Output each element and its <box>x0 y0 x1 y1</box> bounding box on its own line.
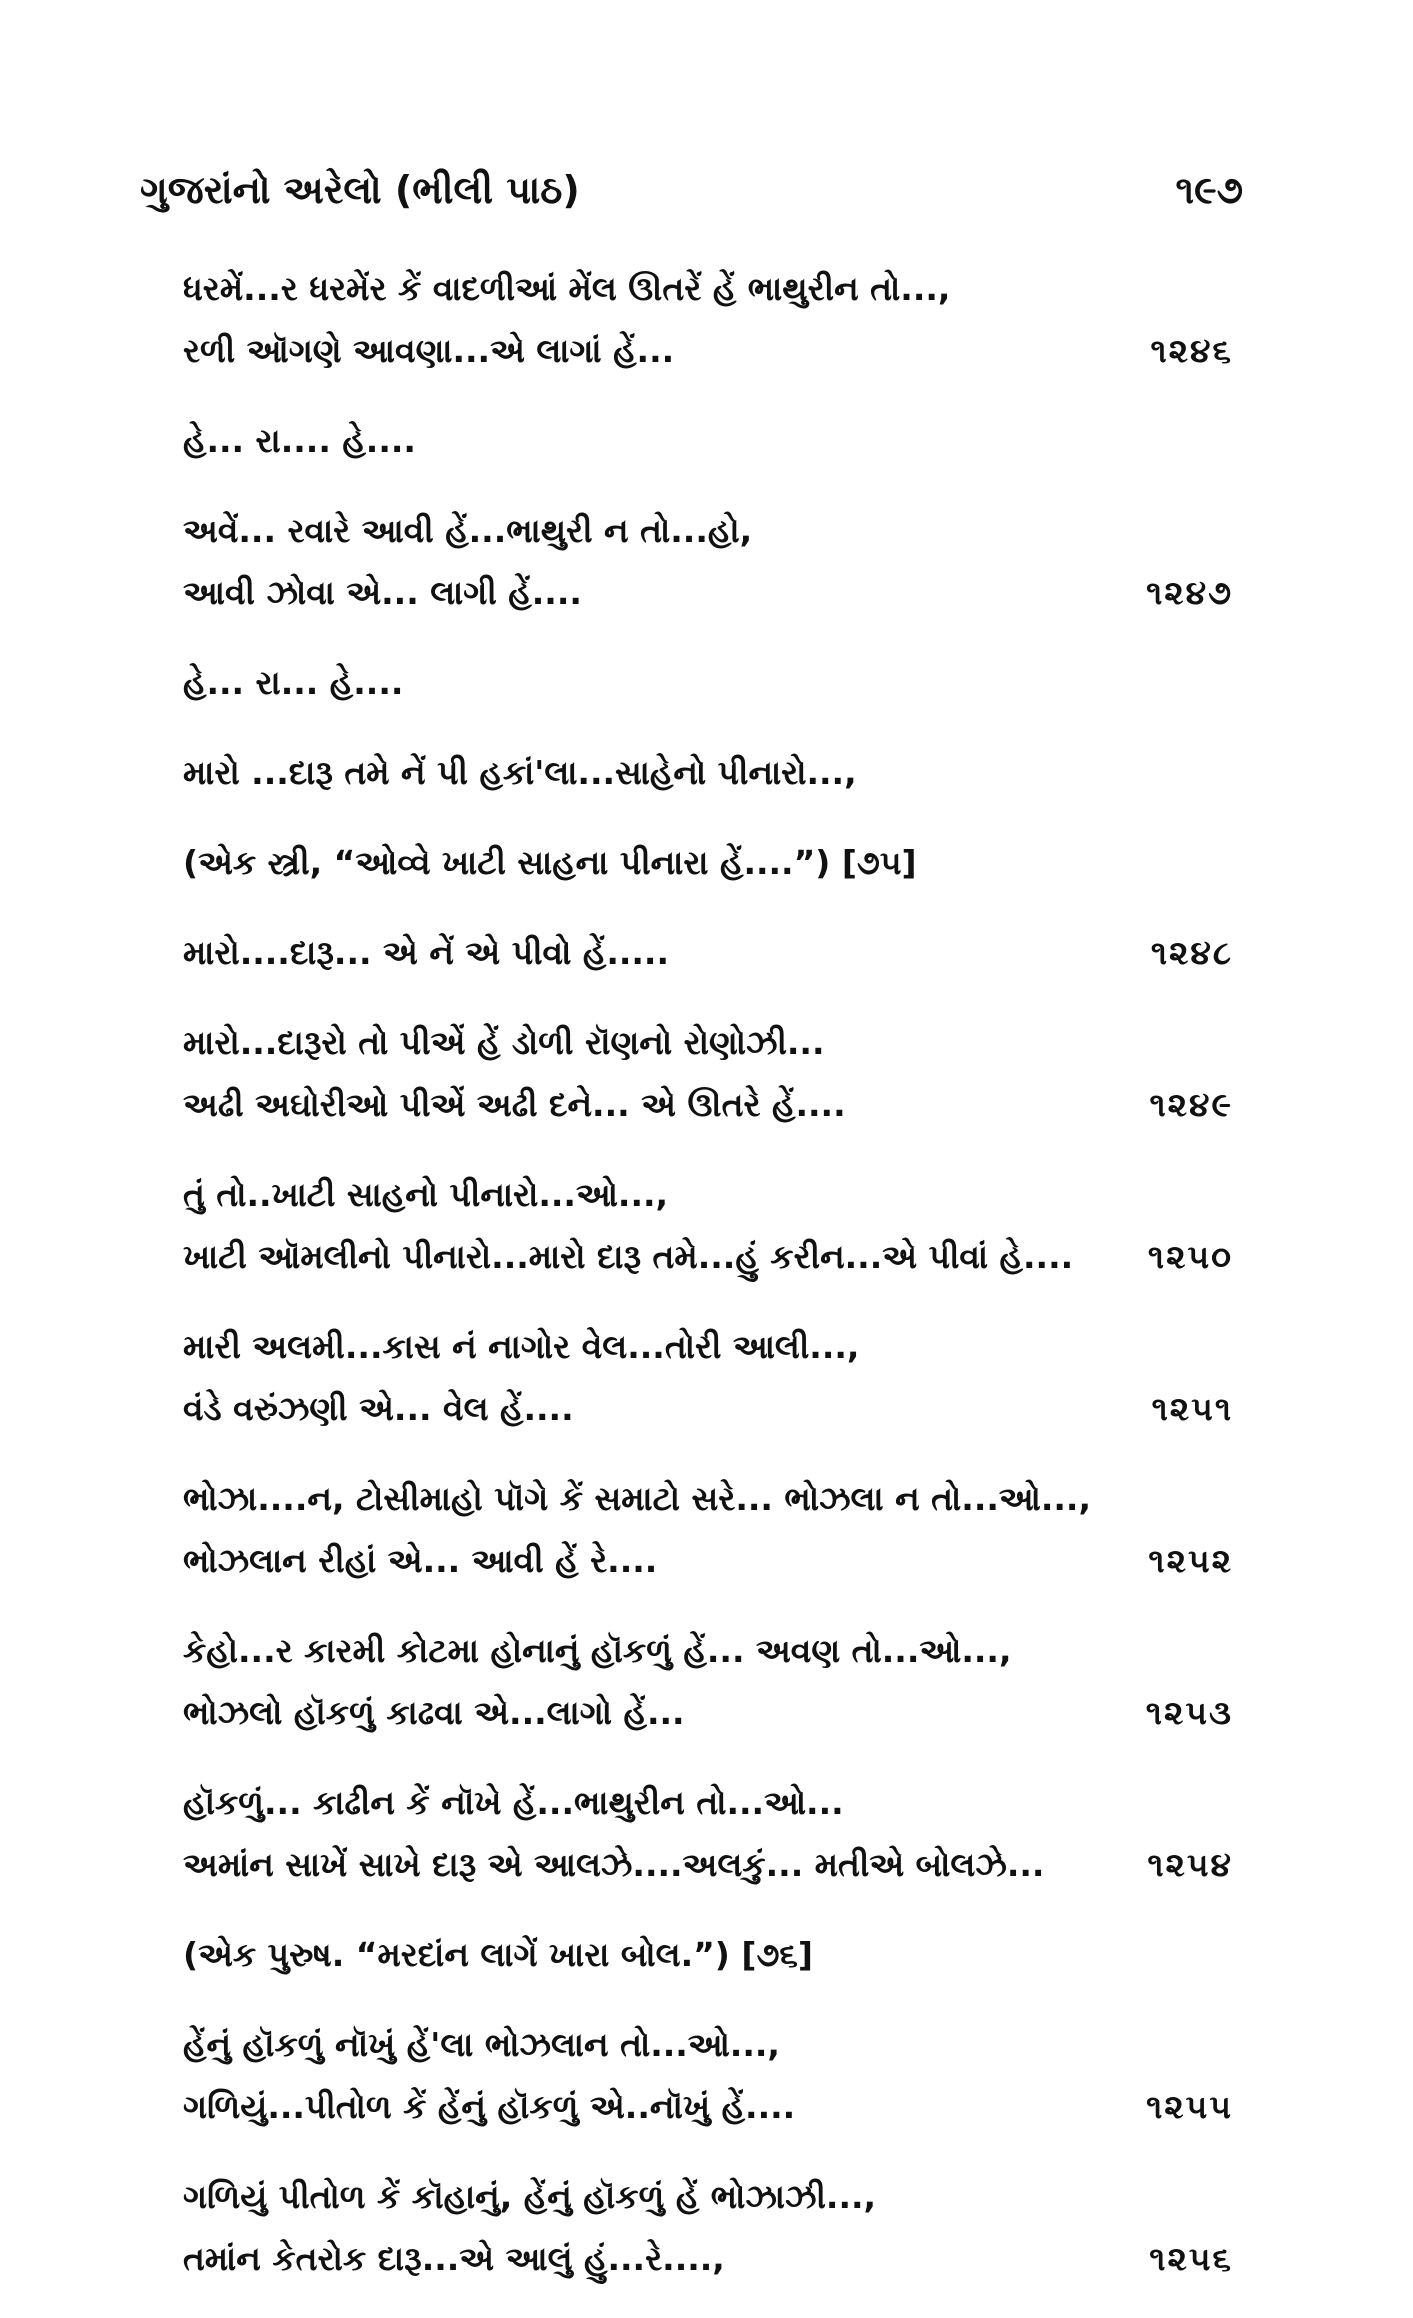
verse-line <box>183 2076 1233 2138</box>
page-number: ૧૯૭ <box>1175 168 1243 212</box>
verse-line <box>183 1226 1233 1288</box>
verse-number: ૧૨૪૯ <box>1149 1085 1233 1124</box>
verse-line <box>183 922 1233 984</box>
verse-line <box>183 742 1233 804</box>
verse-line <box>183 562 1233 624</box>
verse-number: ૧૨૫૪ <box>1147 1845 1233 1884</box>
verse-line <box>183 832 1233 894</box>
stanza <box>183 1772 1233 1896</box>
stanza <box>183 1924 1233 1986</box>
verse-line <box>183 258 1233 320</box>
stanza <box>183 1164 1233 1288</box>
verse-number: ૧૨૫૨ <box>1148 1541 1233 1580</box>
verse-number: ૧૨૪૮ <box>1150 933 1233 972</box>
verse-number: ૧૨૫૦ <box>1147 1237 1233 1276</box>
stanza <box>183 258 1233 382</box>
verse-text: મારો...દારૂરો તો પીએં હેં ડોળી રૉણનો રોણોઝી... <box>183 1023 825 1062</box>
verse-text: ખાટી ઑમલીનો પીનારો...મારો દારૂ તમે...હું કરીન...એ પીવાં હે.... <box>183 1237 1074 1276</box>
verse-line <box>183 1468 1233 1530</box>
verse-text: હે... રા... હે.... <box>183 663 404 702</box>
stanza <box>183 1468 1233 1592</box>
chapter-title: ગુજરાંનો અરેલો (ભીલી પાઠ) <box>140 168 580 212</box>
verse-number: ૧૨૫૧ <box>1151 1389 1233 1428</box>
verse-text: આવી ઝોવા એ... લાગી હેં.... <box>183 573 582 612</box>
verse-line <box>183 410 1233 472</box>
verse-line <box>183 652 1233 714</box>
stanza <box>183 2166 1233 2290</box>
verse-text: અઢી અઘોરીઓ પીએં અઢી દને... એ ઊતરે હેં.... <box>183 1085 846 1124</box>
verse-text: ભોઝલો હૉકળું કાઢવા એ...લાગો હેં... <box>183 1693 685 1732</box>
verse-number: ૧૨૫૩ <box>1145 1693 1233 1732</box>
verse-line <box>183 1924 1233 1986</box>
stanza <box>183 500 1233 624</box>
verse-text: રળી ઑગણે આવણા...એ લાગાં હેં... <box>183 331 675 370</box>
verse-text: તમાંન કેતરોક દારૂ...એ આલું હું...રે...., <box>183 2239 725 2278</box>
verse-number: ૧૨૪૬ <box>1150 331 1233 370</box>
verse-line <box>183 2014 1233 2076</box>
verse-text: મારી અલમી...કાસ નં નાગોર વેલ...તોરી આલી..., <box>183 1327 860 1366</box>
stanza <box>183 1620 1233 1744</box>
verse-line <box>183 1074 1233 1136</box>
verse-line <box>183 2166 1233 2228</box>
verse-line <box>183 1772 1233 1834</box>
verse-text: તું તો..ખાટી સાહનો પીનારો...ઓ..., <box>183 1175 669 1214</box>
verse-line <box>183 1164 1233 1226</box>
stanza <box>183 410 1233 472</box>
verse-text: હે... રા.... હે.... <box>183 421 416 460</box>
verse-text: ભોઝા....ન, ટોસીમાહો પૉગે કેં સમાટો સરે... ભોઝલા ન તો...ઓ..., <box>183 1479 1092 1518</box>
verse-line <box>183 320 1233 382</box>
stanza <box>183 832 1233 894</box>
verse-text: મારો ...દારૂ તમે નેં પી હકાં'લા...સાહેનો પીનારો..., <box>183 753 857 792</box>
running-head <box>140 168 1243 213</box>
verse-line <box>183 1012 1233 1074</box>
stanza <box>183 652 1233 714</box>
verse-number: ૧૨૪૭ <box>1146 573 1233 612</box>
verse-line <box>183 1682 1233 1744</box>
verse-text: વંડે વરુંઝણી એ... વેલ હેં.... <box>183 1389 574 1428</box>
verse-text: ભોઝલાન રીહાં એ... આવી હેં રે.... <box>183 1541 658 1580</box>
stanza <box>183 922 1233 984</box>
verse-text: ગળિયું...પીતોળ કેં હેંનું હૉકળું એ..નૉખું હેં.... <box>183 2087 796 2126</box>
verse-line <box>183 1316 1233 1378</box>
verse-text: (એક પુરુષ. “મરદાંન લાગેં ખારા બોલ.”) [૭૬] <box>183 1935 813 1974</box>
verse-line <box>183 1530 1233 1592</box>
verse-text: ગળિયું પીતોળ કેં કૉહાનું, હેંનું હૉકળું હેં ભોઝાઝી..., <box>183 2177 877 2216</box>
verse-list <box>183 258 1233 2318</box>
verse-number: ૧૨૫૬ <box>1149 2239 1233 2278</box>
verse-line <box>183 1620 1233 1682</box>
stanza <box>183 2014 1233 2138</box>
verse-text: હેંનું હૉકળું નૉખું હેં'લા ભોઝલાન તો...ઓ..., <box>183 2025 780 2064</box>
verse-number: ૧૨૫૫ <box>1146 2087 1233 2126</box>
verse-line <box>183 1378 1233 1440</box>
verse-text: કેહો...ર કારમી કોટમા હોનાનું હૉકળું હેં... અવણ તો...ઓ..., <box>183 1631 1012 1670</box>
verse-text: મારો....દારૂ... એ નેં એ પીવો હેં..... <box>183 933 670 972</box>
verse-text: હૉકળું... કાઢીન કેં નૉખે હેં...ભાથુરીન તો...ઓ... <box>183 1783 844 1822</box>
stanza <box>183 1012 1233 1136</box>
verse-text: અવેં... રવારે આવી હેં...ભાથુરી ન તો...હો, <box>183 511 753 550</box>
verse-line <box>183 500 1233 562</box>
verse-text: (એક સ્ત્રી, “ઓવ્વે ખાટી સાહના પીનારા હેં....”) [૭૫] <box>183 843 917 882</box>
verse-line <box>183 2228 1233 2290</box>
verse-text: ધરમેં...ર ધરમેંર કેં વાદળીઆં મેંલ ઊતરેં હેં ભાથુરીન તો..., <box>183 269 951 308</box>
verse-line <box>183 1834 1233 1896</box>
verse-text: અમાંન સાખેં સાખે દારૂ એ આલઝે....અલકું... મતીએ બોલઝે... <box>183 1845 1045 1884</box>
stanza <box>183 742 1233 804</box>
stanza <box>183 1316 1233 1440</box>
